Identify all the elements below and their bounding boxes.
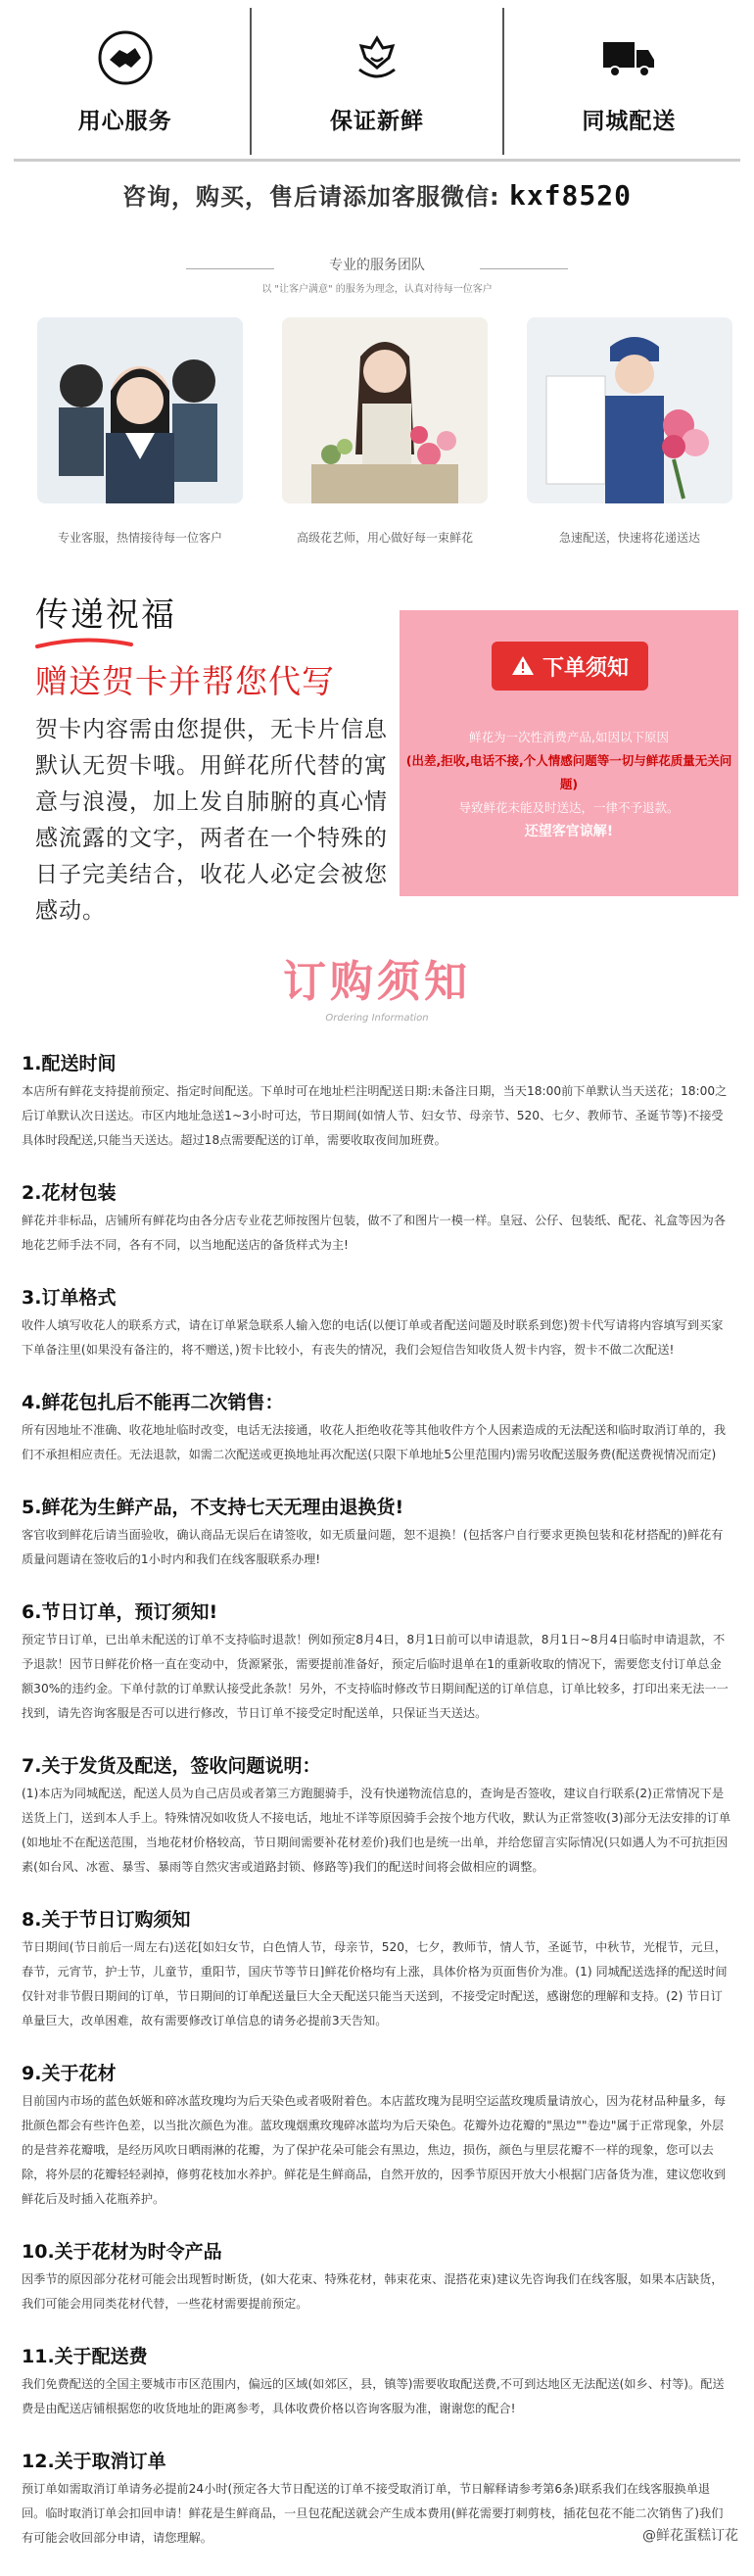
rule-body: 客官收到鲜花后请当面验收，确认商品无误后在请签收，如无质量问题，恕不退换！(包括客户自行要求更换包装和花材搭配的)鲜花有质量问题请在签收后的1小时内和我们在线客服联系办理! xyxy=(22,1528,724,1566)
rule-body: 我们免费配送的全国主要城市市区范围内，偏远的区域(如郊区，县，镇等)需要收取配送费,不可到达地区无法配送(如乡、村等)。配送费是由配送店铺根据您的收货地址的距离参考，具体收费价格以咨询客服为准，谢谢您的配合! xyxy=(22,2377,725,2415)
customer-service-photo xyxy=(37,317,243,503)
rule-body: 目前国内市场的蓝色妖姬和碎冰蓝玫瑰均为后天染色或者吸附着色。本店蓝玫瑰为昆明空运蓝玫瑰质量请放心，因为花材品种量多，每批颜色都会有些许色差，以当批次颜色为准。蓝玫瑰烟熏玫瑰碎冰蓝均为后天染色。花瓣外边花瓣的"黑边""卷边"属于正常现象，外层的是营养花瓣哦，是经历风吹日晒雨淋的花瓣，为了保护花朵可能会有黑边，焦边，损伤，颜色与里层花瓣不一样的现象，您可以去除，将外层的花瓣轻轻剥掉，修剪花枝加水养护。鲜花是生鲜商品，自然开放的，因季节原因开放大小根据门店备货为准，建议您收到鲜花后及时插入花瓶养护。 xyxy=(22,2094,727,2206)
wechat-id: kxf8520 xyxy=(508,179,632,212)
rule-section xyxy=(22,2237,732,2316)
rule-section xyxy=(22,2447,732,2551)
rule-body: 所有因地址不准确、收花地址临时改变，电话无法接通，收花人拒绝收花等其他收件方个人因素造成的无法配送和临时取消订单的，我们不承担相应责任。无法退款，如需二次配送或更换地址再次配送(只限下单地址5公里范围内)需另收配送服务费(配送费视情况而定) xyxy=(22,1423,727,1461)
watermark-text: @鲜花蛋糕订花 xyxy=(642,2528,738,2544)
rule-body: 收件人填写收花人的联系方式，请在订单紧急联系人输入您的电话(以便订单或者配送问题及时联系到您)贺卡代写请将内容填写到买家下单备注里(如果没有备注的，将不赠送，)贺卡比较小，有丧失的情况，我们会短信告知收货人贺卡内容，贺卡不做二次配送! xyxy=(22,1318,724,1357)
courier-photo xyxy=(527,317,732,503)
rule-title: 2.花材包装 xyxy=(22,1182,117,1204)
swoosh-decoration xyxy=(35,637,133,650)
rule-title: 5.鲜花为生鲜产品，不支持七天无理由退换货! xyxy=(22,1497,404,1518)
service-item-care xyxy=(0,8,252,155)
badge-label: 下单须知 xyxy=(542,655,629,681)
service-label: 保证新鲜 xyxy=(329,108,424,134)
rule-section xyxy=(22,1049,732,1153)
handshake-icon xyxy=(96,28,155,87)
notice-line: 导致鲜花未能及时送达，一律不予退款。 xyxy=(458,800,680,815)
rule-section xyxy=(22,1283,732,1362)
rule-body: 因季节的原因部分花材可能会出现暂时断货，(如大花束、特殊花材，韩束花束、混搭花束)建议先咨询我们在线客服，如果本店缺货，我们可能会用同类花材代替，一些花材需要提前预定。 xyxy=(22,2272,724,2311)
rule-section xyxy=(22,1751,732,1880)
order-subtitle: Ordering Information xyxy=(325,1013,429,1024)
notice-text xyxy=(400,726,738,843)
service-row xyxy=(0,0,754,157)
rule-section xyxy=(22,1493,732,1572)
order-info-heading xyxy=(0,921,754,1024)
consult-line xyxy=(0,162,754,229)
greeting-text-block xyxy=(35,588,407,930)
order-notice-panel xyxy=(400,610,738,896)
rule-body: 本店所有鲜花支持提前预定、指定时间配送。下单时可在地址栏注明配送日期:未备注日期，当天18:00前下单默认当天送花；18:00之后订单默认次日送达。市区内地址急送1~3小时可达，节日期间(如情人节、妇女节、母亲节、520、七夕、教师节、圣诞节等)不接受具体时段配送,只能当天送达。超过18点需要配送的订单，需要收取夜间加班费。 xyxy=(22,1084,728,1147)
team-subtitle: 以 "让客户满意" 的服务为理念，认真对待每一位客户 xyxy=(261,284,493,295)
service-item-delivery xyxy=(504,8,754,155)
service-label: 同城配送 xyxy=(582,108,677,134)
rule-section xyxy=(22,1388,732,1467)
rule-body: (1)本店为同城配送，配送人员为自己店员或者第三方跑腿骑手，没有快递物流信息的，查询是否签收，建议自行联系(2)正常情况下是送货上门，送到本人手上。特殊情况如收货人不接电话，地址不详等原因骑手会按个地方代收，默认为正常签收(3)部分无法安排的订单(如地址不在配送范围，当地花材价格较高，节日期间需要补花材差价)我们也是统一出单，并给您留言实际情况(只如遇人为不可抗拒因素(如台风、冰雹、暴雪、暴雨等自然灾害或道路封锁、修路等)我们的配送时间将会做相应的调整。 xyxy=(22,1787,731,1874)
rule-title: 7.关于发货及配送，签收问题说明： xyxy=(22,1755,321,1777)
photo-caption: 专业客服，热情接待每一位客户 xyxy=(57,531,222,545)
rule-section xyxy=(22,2059,732,2212)
team-section xyxy=(10,235,744,588)
notice-line: 鲜花为一次性消费产品,如因以下原因 xyxy=(469,730,669,744)
greeting-section xyxy=(0,588,754,924)
order-title: 订购须知 xyxy=(283,957,471,1007)
rule-body: 节日期间(节日前后一周左右)送花[如妇女节，白色情人节，母亲节，520，七夕，教师节，情人节，圣诞节，中秋节，光棍节，元旦，春节，元宵节，护士节，儿童节，重阳节，国庆节等节日]鲜花价格均有上涨，具体价格为页面售价为准。(1) 同城配送选择的配送时间仅针对非节假日期间的订单，节日期间的订单配送量巨大全天配送只能当天送到，不接受定时配送，感谢您的理解和支持。(2) 节日订单量巨大，改单困难，故有需要修改订单信息的请务必提前3天告知。 xyxy=(22,1940,728,2027)
photo-caption: 急速配送，快速将花递送达 xyxy=(558,531,700,545)
rule-title: 11.关于配送费 xyxy=(22,2346,148,2367)
rule-body: 预定节日订单，已出单未配送的订单不支持临时退款！例如预定8月4日，8月1日前可以申请退款，8月1日~8月4日临时申请退款，不予退款！因节日鲜花价格一直在变动中，货源紧张，需要提前准备好，预定后临时退单在1的重新收取的情况下，需要您支付订单总金额30%的违约金。下单付款的订单默认接受此条款！另外，不支持临时修改节日期间配送的订单信息，订单比较多，打印出来无法一一找到，请先咨询客服是否可以进行修改，节日订单不接受定时配送单，只保证当天送达。 xyxy=(22,1633,729,1720)
rule-body: 鲜花并非标品，店铺所有鲜花均由各分店专业花艺师按图片包装，做不了和图片一模一样。皇冠、公仔、包装纸、配花、礼盒等因为各地花艺师手法不同，各有不同，以当地配送店的备货样式为主! xyxy=(22,1214,727,1252)
rule-title: 1.配送时间 xyxy=(22,1053,117,1074)
rule-title: 3.订单格式 xyxy=(22,1287,117,1309)
rule-title: 10.关于花材为时令产品 xyxy=(22,2241,222,2263)
watermark xyxy=(642,2525,738,2545)
notice-highlight: (出差,拒收,电话不接,个人情感问题等一切与鲜花质量无关问题) xyxy=(405,753,732,791)
greeting-subtitle: 赠送贺卡并帮您代写 xyxy=(35,662,335,700)
fresh-flower-icon xyxy=(348,28,406,87)
greeting-body: 贺卡内容需由您提供，无卡片信息默认无贺卡哦。用鲜花所代替的寓意与浪漫，加上发自肺腑的真心情感流露的文字，两者在一个特殊的日子完美结合，收花人必定会被您感动。 xyxy=(35,717,388,924)
service-label: 用心服务 xyxy=(77,108,172,134)
rule-section xyxy=(22,2342,732,2421)
rule-body: 预订单如需取消订单请务必提前24小时(预定各大节日配送的订单不接受取消订单，节日解释请参考第6条)联系我们在线客服换单退回。临时取消订单会扣回申请！鲜花是生鲜商品，一旦包花配送就会产生成本费用(鲜花需要打刺剪枝，插花包花不能二次销售了)我们有可能会收回部分申请，请您理解。 xyxy=(22,2482,724,2545)
delivery-truck-icon xyxy=(599,28,658,87)
rule-title: 4.鲜花包扎后不能再二次销售： xyxy=(22,1392,284,1413)
order-rules xyxy=(0,1024,754,2551)
photo-caption: 高级花艺师，用心做好每一束鲜花 xyxy=(296,531,473,545)
rule-section xyxy=(22,1178,732,1258)
greeting-title: 传递祝福 xyxy=(35,596,176,635)
rule-section xyxy=(22,1905,732,2033)
florist-photo xyxy=(282,317,488,503)
rule-title: 9.关于花材 xyxy=(22,2063,117,2084)
warning-icon xyxy=(511,654,535,678)
order-notice-badge xyxy=(492,642,648,691)
team-title: 专业的服务团队 xyxy=(329,258,425,273)
rule-title: 12.关于取消订单 xyxy=(22,2451,166,2472)
rule-title: 6.节日订单，预订须知! xyxy=(22,1601,218,1623)
consult-text: 咨询，购买，售后请添加客服微信: xyxy=(122,183,500,211)
notice-line: 还望客官谅解! xyxy=(524,824,614,839)
rule-section xyxy=(22,1598,732,1726)
service-item-fresh xyxy=(252,8,503,155)
rule-title: 8.关于节日订购须知 xyxy=(22,1909,191,1931)
